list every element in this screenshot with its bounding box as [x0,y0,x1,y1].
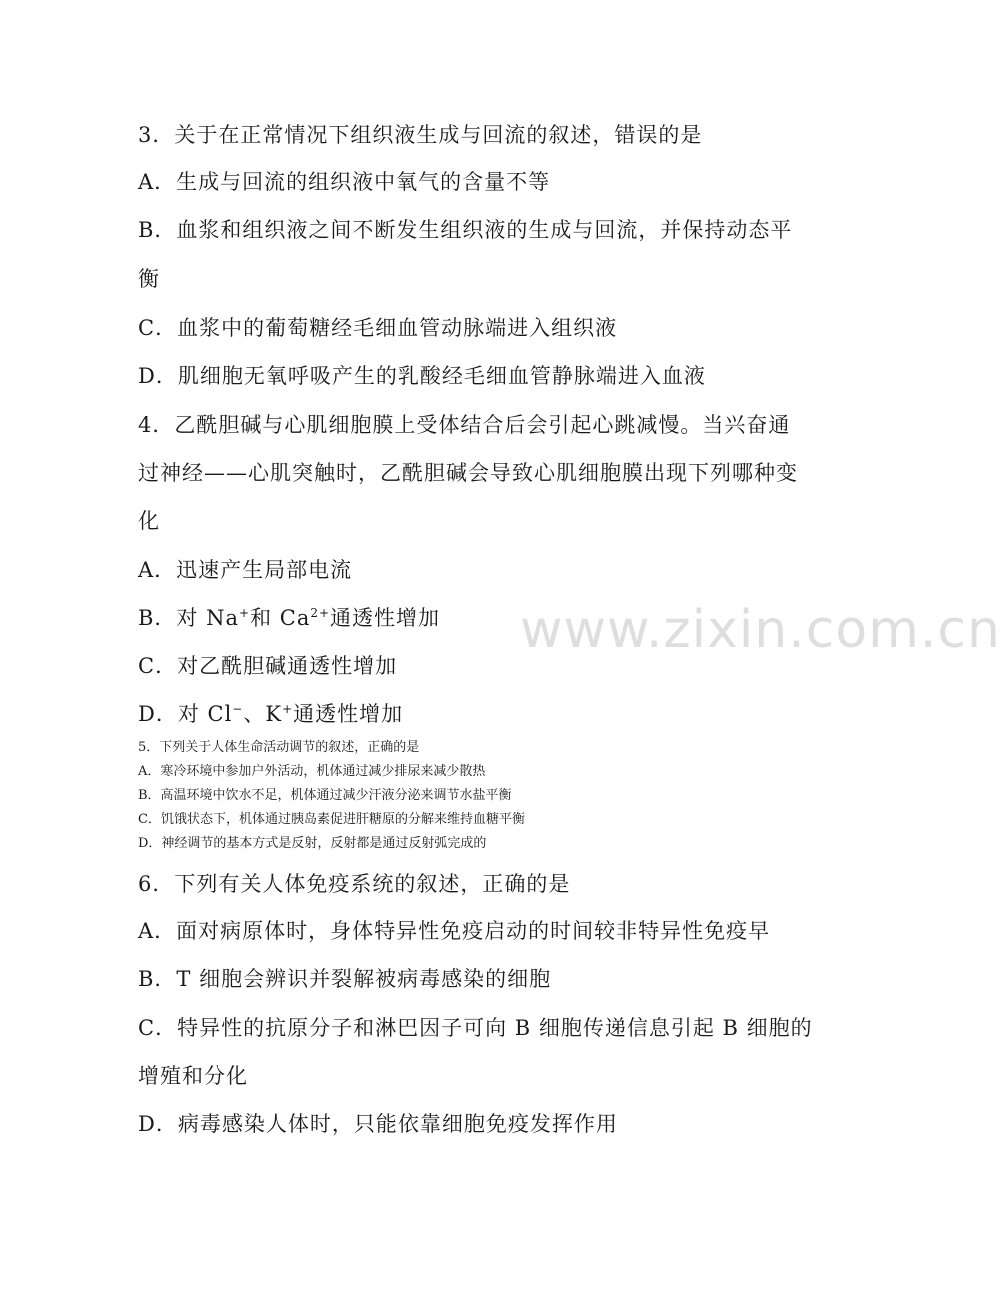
calcium-charge: 2+ [310,606,331,620]
question-3-option-c: C．血浆中的葡萄糖经毛细血管动脉端进入组织液 [138,316,618,340]
question-5-option-d: D．神经调节的基本方式是反射，反射都是通过反射弧完成的 [138,836,487,851]
option-b-text: 通透性增加 [330,606,441,630]
question-6-option-a: A．面对病原体时，身体特异性免疫启动的时间较非特异性免疫早 [138,919,771,943]
question-5-option-b: B．高温环境中饮水不足，机体通过减少汗液分泌来调节水盐平衡 [138,788,512,803]
question-5-option-c: C．饥饿状态下，机体通过胰岛素促进肝糖原的分解来维持血糖平衡 [138,812,525,827]
question-6-stem: 6．下列有关人体免疫系统的叙述，正确的是 [138,872,571,896]
question-4-stem-line3: 化 [138,509,160,533]
question-5-stem: 5．下列关于人体生命活动调节的叙述，正确的是 [138,740,420,755]
question-4-option-d [138,699,403,729]
question-3-option-b-line1: B．血浆和组织液之间不断发生组织液的生成与回流，并保持动态平 [138,218,793,242]
option-d-text: 通透性增加 [293,702,404,726]
option-b-text: B．对 Na [138,606,240,630]
watermark: www.zixin.com.cn [520,600,1001,660]
question-4-option-a: A．迅速产生局部电流 [138,558,353,582]
potassium-charge: + [282,702,294,716]
question-4-stem-line1: 4．乙酰胆碱与心肌细胞膜上受体结合后会引起心跳减慢。当兴奋通 [138,413,791,437]
chloride-charge: − [232,702,244,716]
question-6-option-d: D．病毒感染人体时，只能依靠细胞免疫发挥作用 [138,1112,618,1136]
question-6-option-c-line1: C．特异性的抗原分子和淋巴因子可向 B 细胞传递信息引起 B 细胞的 [138,1016,813,1040]
option-d-text: 、K [243,702,283,726]
question-3-stem: 3．关于在正常情况下组织液生成与回流的叙述，错误的是 [138,123,703,147]
question-4-option-b [138,603,440,633]
question-5-option-a: A．寒冷环境中参加户外活动，机体通过减少排尿来减少散热 [138,764,486,779]
question-3-option-a: A．生成与回流的组织液中氧气的含量不等 [138,170,551,194]
question-4-stem-line2: 过神经——心肌突触时，乙酰胆碱会导致心肌细胞膜出现下列哪种变 [138,461,798,485]
question-6-option-b: B．T 细胞会辨识并裂解被病毒感染的细胞 [138,967,552,991]
option-b-text: 和 Ca [250,606,311,630]
question-6-option-c-line2: 增殖和分化 [138,1064,248,1088]
question-4-option-c: C．对乙酰胆碱通透性增加 [138,654,398,678]
option-d-text: D．对 Cl [138,702,233,726]
sodium-charge: + [239,606,251,620]
question-3-option-d: D．肌细胞无氧呼吸产生的乳酸经毛细血管静脉端进入血液 [138,364,706,388]
question-3-option-b-line2: 衡 [138,267,160,291]
